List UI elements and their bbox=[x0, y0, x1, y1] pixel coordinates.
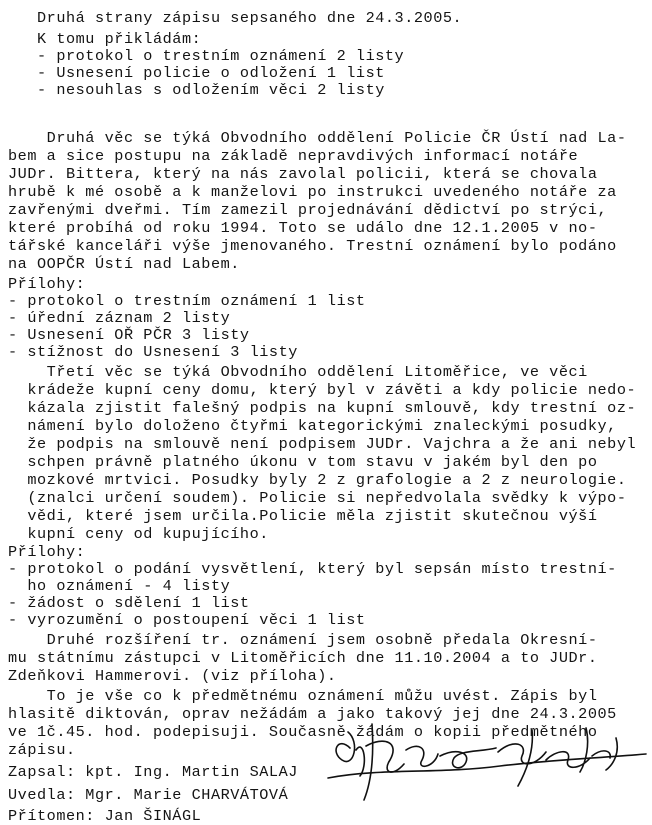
stated-by-line: Uvedla: Mgr. Marie CHARVÁTOVÁ bbox=[8, 786, 289, 804]
doc-line: - protokol o trestním oznámení 2 listy bbox=[8, 47, 405, 65]
doc-line: schpen právně platného úkonu v tom stavu v jakém byl den po bbox=[8, 453, 598, 471]
doc-line: námení bylo doloženo čtyřmi kategorickými znaleckými posudky, bbox=[8, 417, 617, 435]
doc-line: na OOPČR Ústí nad Labem. bbox=[8, 255, 240, 273]
doc-line: které probíhá od roku 1994. Toto se událo dne 12.1.2005 v no- bbox=[8, 219, 598, 237]
doc-line: - Usnesení policie o odložení 1 list bbox=[8, 64, 385, 82]
doc-line: - stížnost do Usnesení 3 listy bbox=[8, 343, 298, 361]
doc-line: bem a sice postupu na základě nepravdivých informací notáře bbox=[8, 147, 579, 165]
doc-line: mozkové mrtvici. Posudky byly 2 z grafologie a 2 z neurologie. bbox=[8, 471, 627, 489]
doc-line: že podpis na smlouvě není podpisem JUDr. Vajchra a že ani nebyl bbox=[8, 435, 637, 453]
doc-line: zavřenými dveřmi. Tím zamezil projednávání dědictví po strýci, bbox=[8, 201, 608, 219]
doc-line: K tomu přikládám: bbox=[8, 30, 202, 48]
doc-line: To je vše co k předmětnému oznámení můžu uvést. Zápis byl bbox=[8, 687, 598, 705]
doc-line: - protokol o trestním oznámení 1 list bbox=[8, 292, 366, 310]
doc-line: JUDr. Bittera, který na nás zavolal policii, která se chovala bbox=[8, 165, 598, 183]
doc-line: vědi, které jsem určila.Policie měla zjistit skutečnou výší bbox=[8, 507, 598, 525]
doc-line: hrubě k mé osobě a k manželovi po instrukci uvedeného notáře za bbox=[8, 183, 617, 201]
doc-line: krádeže kupní ceny domu, který byl v závěti a kdy policie nedo- bbox=[8, 381, 637, 399]
doc-line: kupní ceny od kupujícího. bbox=[8, 525, 269, 543]
attachments-heading: Přílohy: bbox=[8, 543, 86, 561]
doc-line: - Usnesení OŘ PČR 3 listy bbox=[8, 326, 250, 344]
recorded-by-line: Zapsal: kpt. Ing. Martin SALAJ bbox=[8, 763, 298, 781]
attachments-heading: Přílohy: bbox=[8, 275, 86, 293]
doc-line: Druhá strany zápisu sepsaného dne 24.3.2005. bbox=[8, 9, 463, 27]
doc-line: Třetí věc se týká Obvodního oddělení Litoměřice, ve věci bbox=[8, 363, 588, 381]
doc-line: Druhé rozšíření tr. oznámení jsem osobně předala Okresní- bbox=[8, 631, 598, 649]
doc-line: tářské kanceláři výše jmenovaného. Trestní oznámení bylo podáno bbox=[8, 237, 617, 255]
handwritten-signature bbox=[320, 708, 652, 812]
doc-line: - nesouhlas s odložením věci 2 listy bbox=[8, 81, 385, 99]
doc-line: ve 1č.45. hod. podepisuji. Současně žádám o kopii předmětného bbox=[8, 723, 598, 741]
doc-line: Zdeňkovi Hammerovi. (viz příloha). bbox=[8, 667, 337, 685]
doc-line: - vyrozumění o postoupení věci 1 list bbox=[8, 611, 366, 629]
doc-line: - žádost o sdělení 1 list bbox=[8, 594, 250, 612]
doc-line: - protokol o podání vysvětlení, který byl sepsán místo trestní- bbox=[8, 560, 617, 578]
doc-line: - úřední záznam 2 listy bbox=[8, 309, 231, 327]
present-line: Přítomen: Jan ŠINÁGL bbox=[8, 807, 202, 825]
doc-line: mu státnímu zástupci v Litoměřicích dne 11.10.2004 a to JUDr. bbox=[8, 649, 598, 667]
doc-line: Druhá věc se týká Obvodního oddělení Policie ČR Ústí nad La- bbox=[8, 129, 627, 147]
doc-line: kázala zjistit falešný podpis na kupní smlouvě, kdy trestní oz- bbox=[8, 399, 637, 417]
doc-line: (znalci určení soudem). Policie si nepředvolala svědky k výpo- bbox=[8, 489, 627, 507]
doc-line: hlasitě diktován, oprav nežádám a jako takový jej dne 24.3.2005 bbox=[8, 705, 617, 723]
doc-line: zápisu. bbox=[8, 741, 76, 759]
doc-line: ho oznámení - 4 listy bbox=[8, 577, 231, 595]
